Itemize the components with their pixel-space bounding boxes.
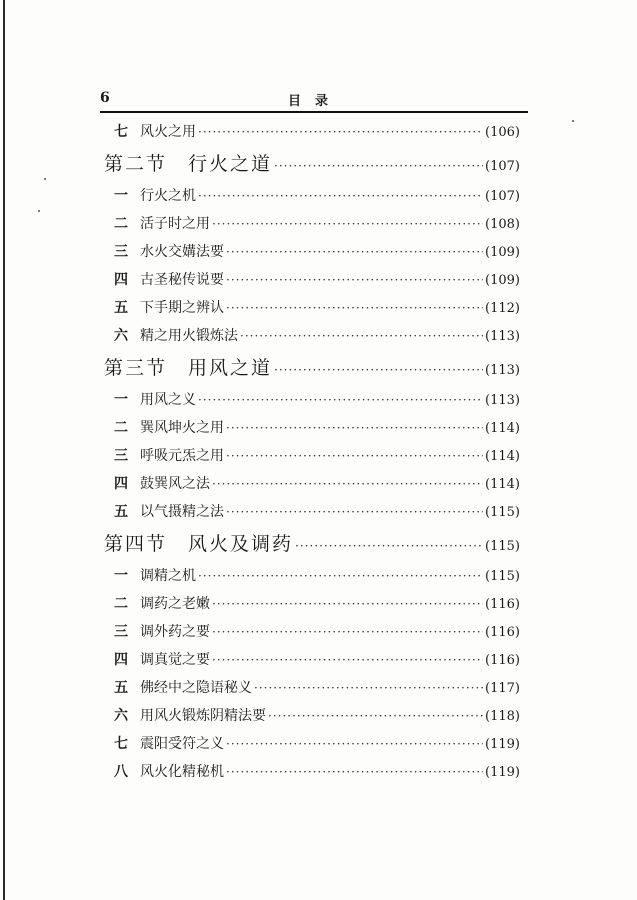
toc-page-number: (113) [485,393,520,408]
dot-leader [226,758,483,786]
toc-entry-number: 三 [114,244,128,260]
toc-entry [100,238,520,266]
dot-leader [240,322,483,350]
dot-leader [212,210,483,238]
dot-leader [198,562,483,590]
toc-entry [100,322,520,350]
toc-entry-number: 二 [114,216,128,232]
toc-page-number: (109) [485,273,520,288]
toc-page-number: (107) [485,189,520,204]
toc-entry-title: 调精之机 [140,568,196,584]
toc-entry-number: 五 [114,300,128,316]
toc-entry-number: 六 [114,708,128,724]
toc-entry [100,674,520,702]
toc-page-number: (113) [485,329,520,344]
dot-leader [274,352,483,386]
toc-entry-title: 第四节 风火及调药 [104,533,294,555]
dot-leader [226,730,483,758]
dot-leader [268,702,483,730]
header-rule [100,111,528,113]
toc-page-number: (108) [485,217,520,232]
toc-entry [100,386,520,414]
scan-speck [38,210,40,212]
toc-entry [100,118,520,146]
toc-entry-number: 七 [114,736,128,752]
toc-entry-title: 第三节 用风之道 [104,357,273,379]
toc-entry-title: 震阳受符之义 [140,736,224,752]
dot-leader [198,182,483,210]
toc-entry-title: 调药之老嫩 [140,596,210,612]
toc-entry-number: 四 [114,476,128,492]
toc-page-number: (114) [485,449,520,464]
toc-page-number: (115) [485,539,520,554]
toc-entry-number: 二 [114,596,128,612]
toc-entry [100,590,520,618]
dot-leader [226,414,483,442]
toc-entry [100,210,520,238]
toc-entry-number: 一 [114,392,128,408]
running-title: 目录 [288,94,343,109]
dot-leader [226,238,483,266]
dot-leader [212,618,483,646]
toc-entry-title: 第二节 行火之道 [104,153,273,175]
toc-entry-title: 调真觉之要 [140,652,210,668]
toc-entry-title: 精之用火锻炼法 [140,328,238,344]
toc-entry [100,414,520,442]
toc-entry-number: 五 [114,680,128,696]
toc-page-number: (117) [485,681,520,696]
toc-entry [100,618,520,646]
toc-entry-title: 下手期之辨认 [140,300,224,316]
toc-page-number: (112) [485,301,520,316]
toc-entry-number: 四 [114,652,128,668]
toc-entry [100,758,520,786]
toc-entry-title: 活子时之用 [140,216,210,232]
toc-entry-number: 三 [114,624,128,640]
toc-entry [100,730,520,758]
toc-entry [100,470,520,498]
page-number: 6 [100,90,110,106]
toc-entry-title: 佛经中之隐语秘义 [140,680,252,696]
toc-entry-title: 调外药之要 [140,624,210,640]
toc-page-number: (109) [485,245,520,260]
dot-leader [226,498,483,526]
toc-entry [100,498,520,526]
toc-entry-number: 四 [114,272,128,288]
toc-entry [100,702,520,730]
toc-page-number: (106) [485,125,520,140]
toc-entry-number: 八 [114,764,128,780]
dot-leader [274,148,483,182]
page-edge-line [3,0,5,900]
toc-entry [100,562,520,590]
toc-entry-number: 一 [114,188,128,204]
dot-leader [212,646,483,674]
toc-entry-number: 一 [114,568,128,584]
toc-page-number: (119) [485,765,520,780]
toc-page-number: (119) [485,737,520,752]
toc-entry-title: 巽风坤火之用 [140,420,224,436]
dot-leader [254,674,483,702]
toc-page-number: (113) [485,363,520,378]
dot-leader [198,386,483,414]
toc-section-heading [100,146,520,182]
toc-page-number: (114) [485,477,520,492]
toc-page-number: (116) [485,653,520,668]
toc-entry-number: 五 [114,504,128,520]
toc-page-number: (115) [485,505,520,520]
toc-entry-title: 风火之用 [140,124,196,140]
dot-leader [295,528,483,562]
toc-page-number: (107) [485,159,520,174]
toc-entry [100,182,520,210]
dot-leader [212,470,483,498]
toc-section-heading [100,526,520,562]
toc-entry-title: 风火化精秘机 [140,764,224,780]
toc-page-number: (114) [485,421,520,436]
toc-entry [100,294,520,322]
toc-entry [100,442,520,470]
toc-entry-title: 水火交媾法要 [140,244,224,260]
dot-leader [226,442,483,470]
toc-entry-title: 以气摄精之法 [140,504,224,520]
toc-entry-title: 用风火锻炼阴精法要 [140,708,266,724]
toc-entry-number: 六 [114,328,128,344]
dot-leader [212,590,483,618]
toc-page-number: (115) [485,569,520,584]
toc-entry-title: 古圣秘传说要 [140,272,224,288]
dot-leader [226,266,483,294]
scan-speck [44,178,46,180]
toc-entry-title: 行火之机 [140,188,196,204]
toc-page-number: (116) [485,597,520,612]
scan-speck [572,120,574,122]
toc-entry [100,646,520,674]
page-header [100,90,528,112]
toc-entry-title: 鼓巽风之法 [140,476,210,492]
toc-entry-title: 呼吸元炁之用 [140,448,224,464]
dot-leader [226,294,483,322]
toc-entry-title: 用风之义 [140,392,196,408]
dot-leader [198,118,483,146]
toc-entry-number: 七 [114,124,128,140]
toc-section-heading [100,350,520,386]
toc-page-number: (118) [485,709,520,724]
toc-page-number: (116) [485,625,520,640]
table-of-contents [100,118,520,786]
toc-entry-number: 三 [114,448,128,464]
toc-entry-number: 二 [114,420,128,436]
toc-entry [100,266,520,294]
